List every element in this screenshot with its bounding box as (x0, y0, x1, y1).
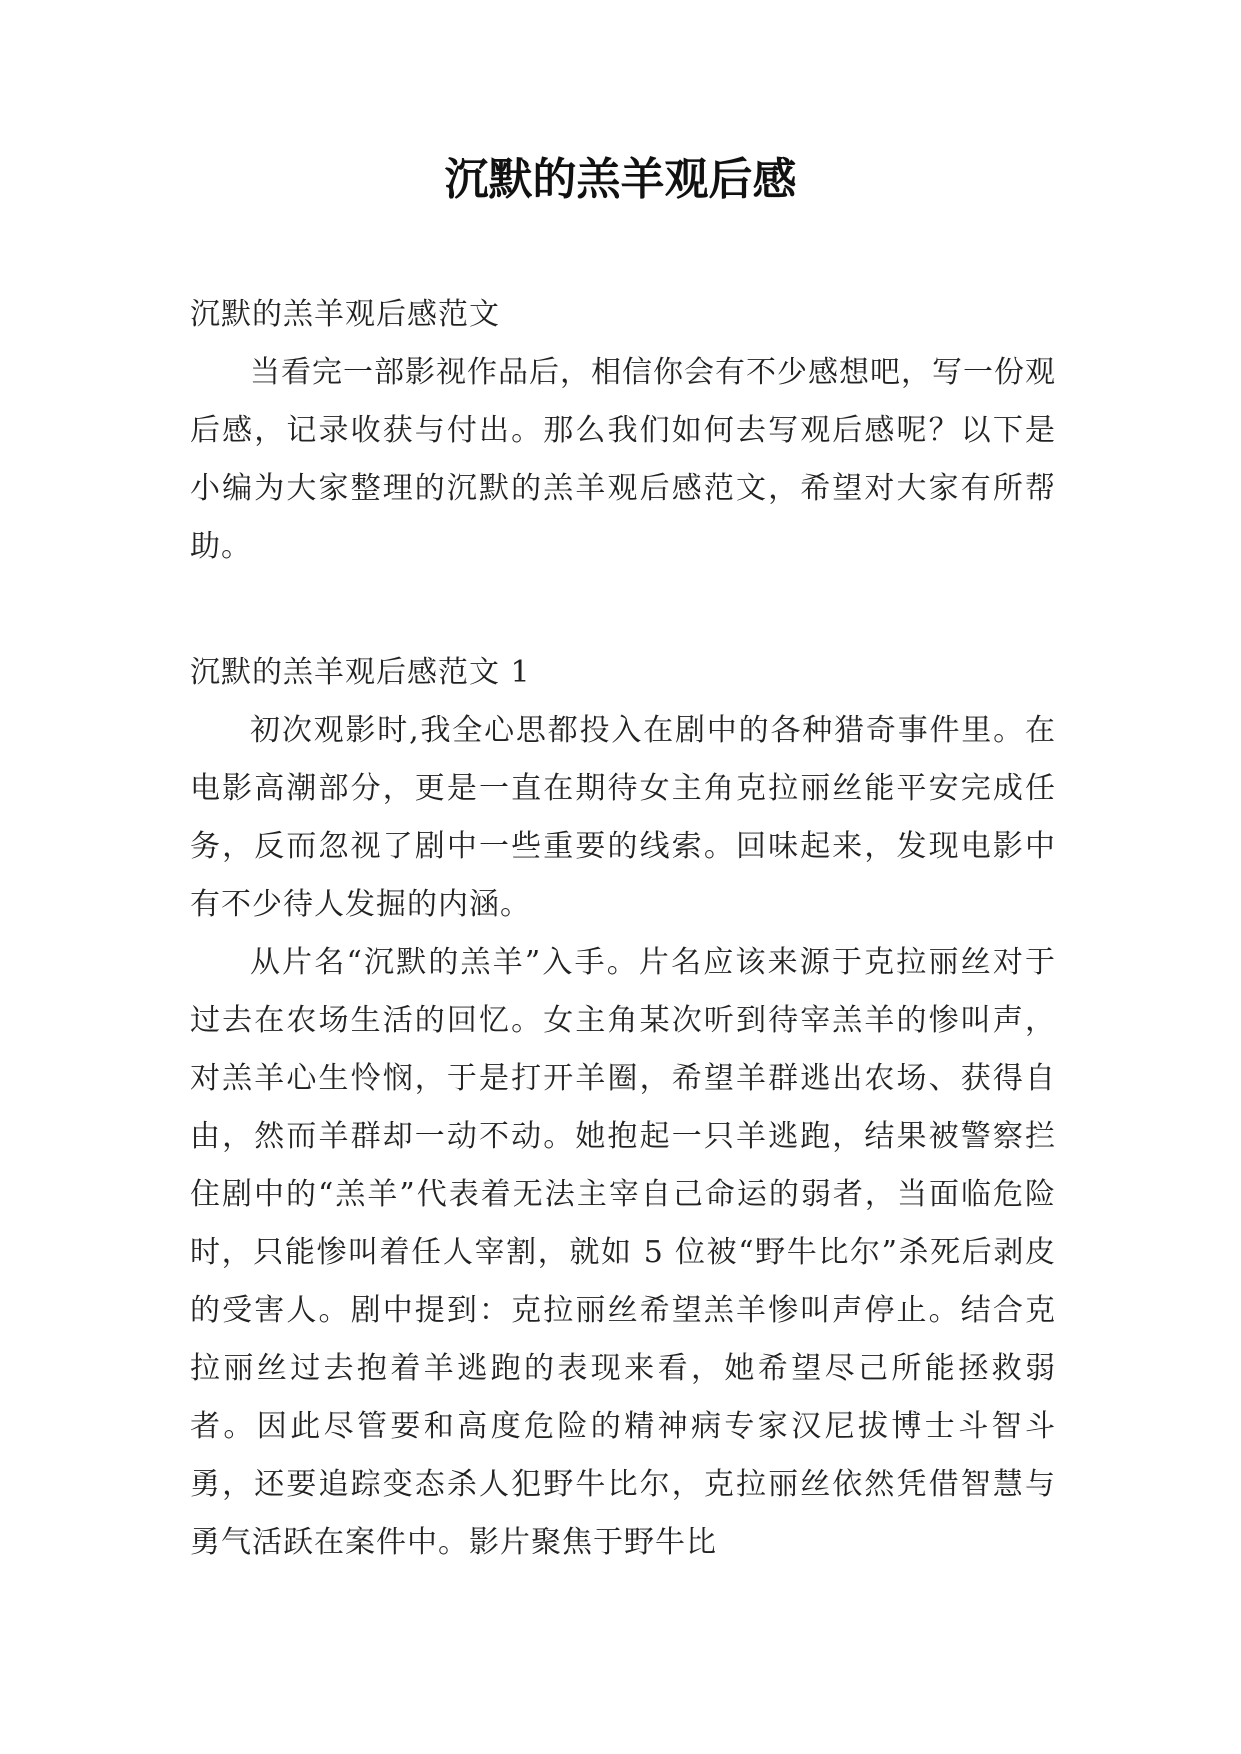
intro-paragraph: 当看完一部影视作品后，相信你会有不少感想吧，写一份观后感，记录收获与付出。那么我们如何去写观后感呢？以下是小编为大家整理的沉默的羔羊观后感范文，希望对大家有所帮助。 (190, 355, 1056, 564)
document-title: 沉默的羔羊观后感 (444, 154, 797, 205)
section1-heading: 沉默的羔羊观后感范文 1 (190, 655, 531, 690)
section1-paragraph-1: 初次观影时,我全心思都投入在剧中的各种猎奇事件里。在电影高潮部分，更是一直在期待女主角克拉丽丝能平安完成任务，反而忽视了剧中一些重要的线索。回味起来，发现电影中有不少待人发掘的内涵。 (190, 713, 1056, 922)
document-body (190, 286, 1056, 1572)
section-spacer (190, 576, 1056, 644)
intro-heading: 沉默的羔羊观后感范文 (190, 297, 500, 332)
section1-paragraph-2: 从片名“沉默的羔羊”入手。片名应该来源于克拉丽丝对于过去在农场生活的回忆。女主角某次听到待宰羔羊的惨叫声，对羔羊心生怜悯，于是打开羊圈，希望羊群逃出农场、获得自由，然而羊群却一动不动。她抱起一只羊逃跑，结果被警察拦住剧中的“羔羊”代表着无法主宰自己命运的弱者，当面临危险时，只能惨叫着任人宰割，就如 5 位被“野牛比尔”杀死后剥皮的受害人。剧中提到：克拉丽丝希望羔羊惨叫声停止。结合克拉丽丝过去抱着羊逃跑的表现来看，她希望尽己所能拯救弱者。因此尽管要和高度危险的精神病专家汉尼拔博士斗智斗勇，还要追踪变态杀人犯野牛比尔，克拉丽丝依然凭借智慧与勇气活跃在案件中。影片聚焦于野牛比 (190, 945, 1056, 1560)
